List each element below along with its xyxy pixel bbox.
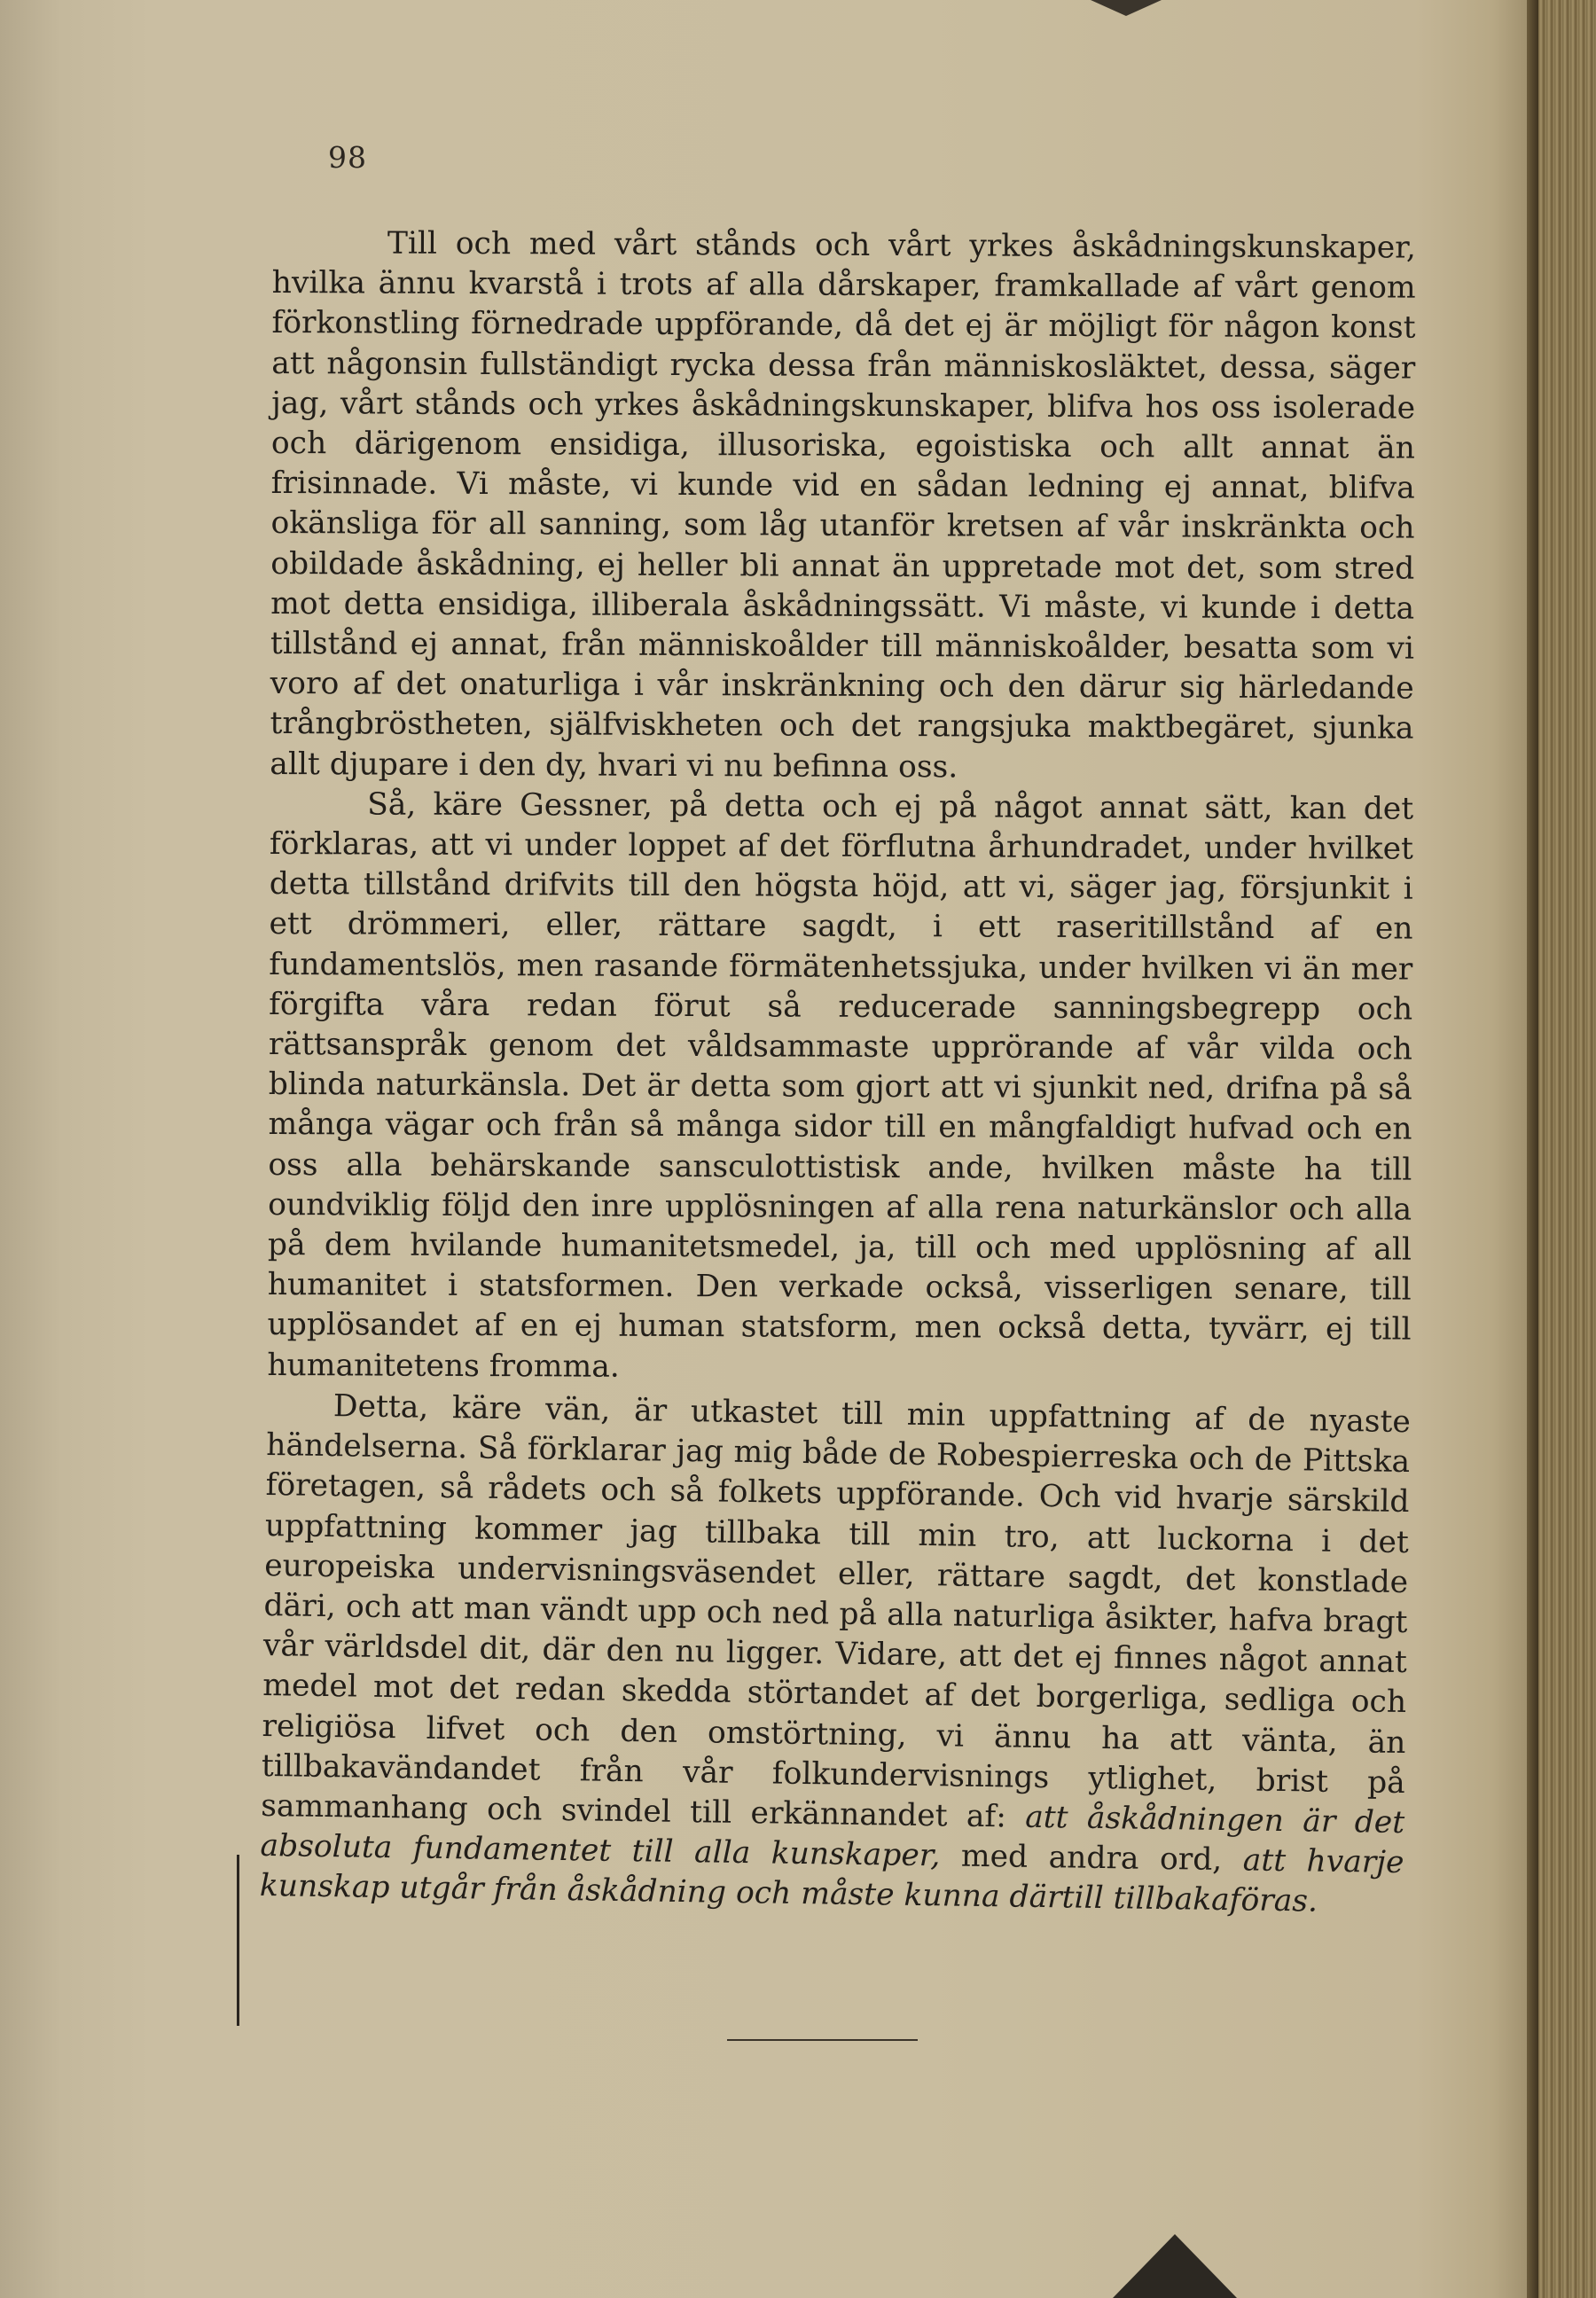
section-end-rule (727, 2039, 918, 2041)
margin-bracket-mark (237, 1855, 239, 2026)
paragraph-1: Till och med vårt stånds och vårt yrkes åskådningskunskaper, hvilka ännu kvarstå i trots af alla dårskaper, framkallade af vårt genom förkonstling förnedrade uppförande, då det ej är möjligt för någon konst att någonsin fullständigt rycka dessa från människosläktet, dessa, säger jag, vårt stånds och yrkes åskådningskunskaper, blifva hos oss isolerade och därigenom ensidiga, illusoriska, egoistiska och allt annat än frisinnade. Vi måste, vi kunde vid en sådan ledning ej annat, blifva okänsliga för all sanning, som låg utanför kretsen af vår inskränkta och obildade åskådning, ej heller bli annat än uppretade mot det, som stred mot detta ensidiga, illiberala åskådningssätt. Vi måste, vi kunde i detta tillstånd ej annat, från människoålder till människoålder, besatta som vi voro af det onaturliga i vår inskränkning och den därur sig härledande trångbröstheten, själfviskheten och det rangsjuka maktbegäret, sjunka allt djupare i den dy, hvari vi nu befinna oss. (270, 225, 1416, 786)
page-number: 98 (328, 140, 367, 175)
body-text (259, 223, 1416, 1919)
italic-phrase-2: att hvarje kunskap utgår från åskådning och måste kunna därtill tillbakaföras. (259, 1842, 1404, 1919)
paragraph-3-connector: med andra ord, (960, 1838, 1223, 1879)
page-edges (1538, 0, 1596, 2298)
paragraph-2: Så, käre Gessner, på detta och ej på något annat sätt, kan det förklaras, att vi under loppet af det förflutna århundradet, under hvilket detta tillstånd drifvits till den högsta höjd, att vi, säger jag, försjunkit i ett drömmeri, eller, rättare sagdt, i ett raseritillstånd af en fundamentslös, men rasande förmätenhetssjuka, under hvilken vi än mer förgifta våra redan förut så reducerade sanningsbegrepp och rättsanspråk genom det våldsammaste upprörande af vår vilda och blinda naturkänsla. Det är detta som gjort att vi sjunkit ned, drifna på så många vägar och från så många sidor till en mångfaldigt hufvad och en oss alla behärskande sansculottistisk ande, hvilken måste ha till oundviklig följd den inre upplösningen af alla rena naturkänslor och alla på dem hvilande humanitetsmedel, ja, till och med upplösning af all humanitet i statsformen. Den verkade också, visserligen senare, till upplösandet af en ej human statsform, men också detta, tyvärr, ej till humanitetens fromma. (267, 786, 1414, 1385)
paragraph-3 (260, 1386, 1412, 1924)
italic-phrase-1: att åskådningen är det absoluta fundamentet till alla kunskaper, (260, 1799, 1405, 1874)
paragraph-3-text: Detta, käre vän, är utkastet till min uppfattning af de nyaste händelserna. Så förklarar jag mig både de Robespierreska och de Pittska företagen, så rådets och så folkets uppförande. Och vid hvarje särskild uppfattning kommer jag tillbaka till min tro, att luckorna i det europeiska undervisningsväsendet eller, rättare sagdt, det konstlade däri, och att man vändt upp och ned på alla naturliga åsikter, hafva bragt vår världsdel dit, där den nu ligger. Vidare, att det ej finnes något annat medel mot det redan skedda störtandet af det borgerliga, sedliga och religiösa lifvet och den omstörtning, vi ännu ha att vänta, än tillbakavändandet från vår folkundervisnings ytlighet, brist på sammanhang och svindel till erkännandet af: (260, 1387, 1412, 1835)
book-binding (1527, 0, 1539, 2298)
